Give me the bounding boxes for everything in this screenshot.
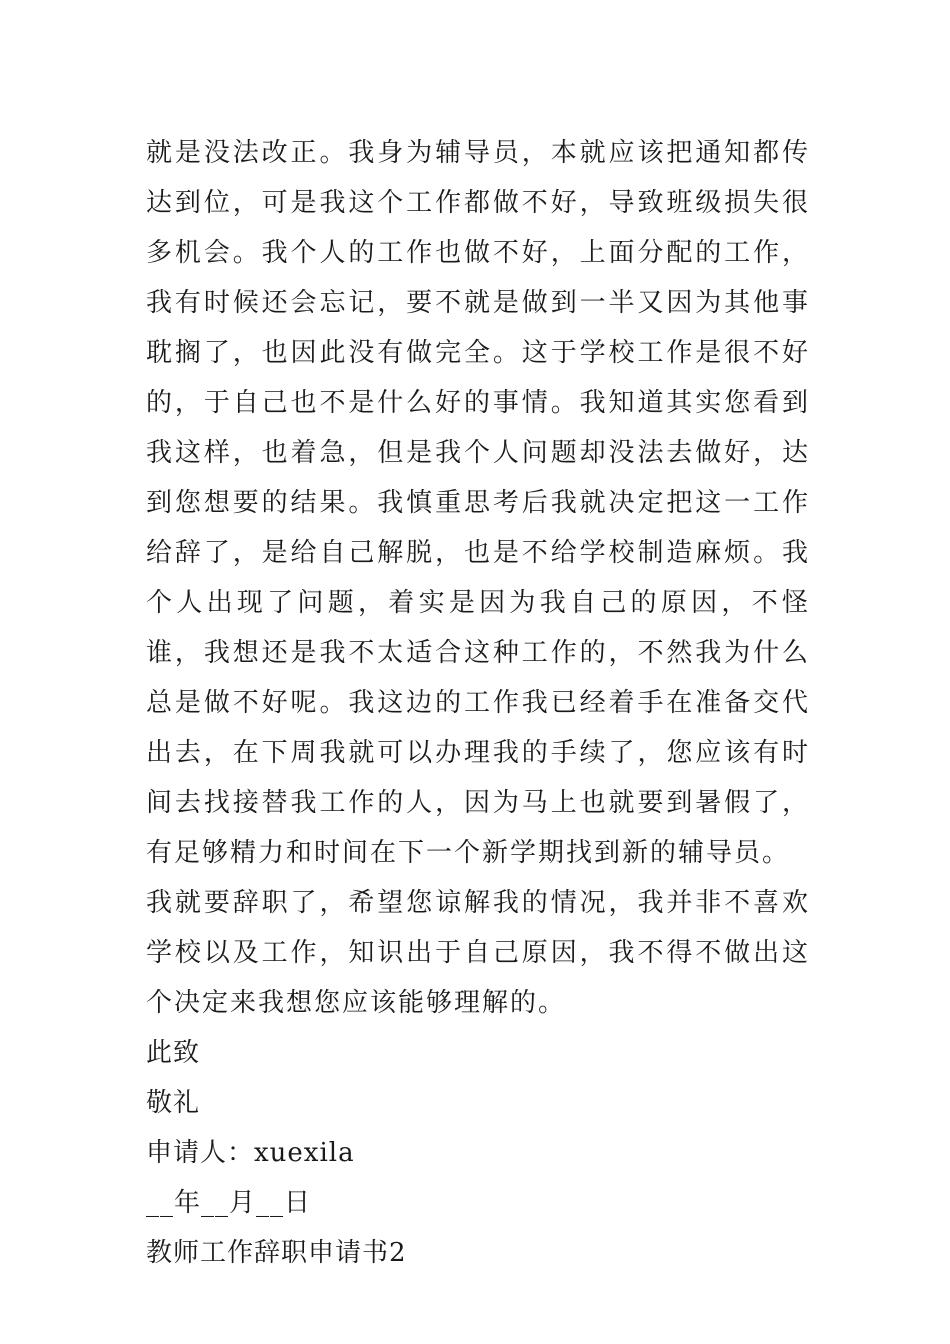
section-heading: 教师工作辞职申请书2 [146, 1238, 407, 1268]
letter-body [146, 128, 810, 1278]
date-line: __年__月__日 [146, 1188, 312, 1218]
body-paragraph-2: 我就要辞职了，希望您谅解我的情况，我并非不喜欢学校以及工作，知识出于自己原因，我不得不做出这个决定来我想您应该能够理解的。 [146, 888, 810, 1018]
closing-regards: 敬礼 [146, 1088, 201, 1118]
applicant-signature: 申请人：xuexila [146, 1138, 355, 1168]
closing-salutation: 此致 [146, 1038, 201, 1068]
body-paragraph-1: 就是没法改正。我身为辅导员，本就应该把通知都传达到位，可是我这个工作都做不好，导致班级损失很多机会。我个人的工作也做不好，上面分配的工作，我有时候还会忘记，要不就是做到一半又因为其他事耽搁了，也因此没有做完全。这于学校工作是很不好的，于自己也不是什么好的事情。我知道其实您看到我这样，也着急，但是我个人问题却没法去做好，达到您想要的结果。我慎重思考后我就决定把这一工作给辞了，是给自己解脱，也是不给学校制造麻烦。我个人出现了问题，着实是因为我自己的原因，不怪谁，我想还是我不太适合这种工作的，不然我为什么总是做不好呢。我这边的工作我已经着手在准备交代出去，在下周我就可以办理我的手续了，您应该有时间去找接替我工作的人，因为马上也就要到暑假了，有足够精力和时间在下一个新学期找到新的辅导员。 [146, 138, 810, 868]
